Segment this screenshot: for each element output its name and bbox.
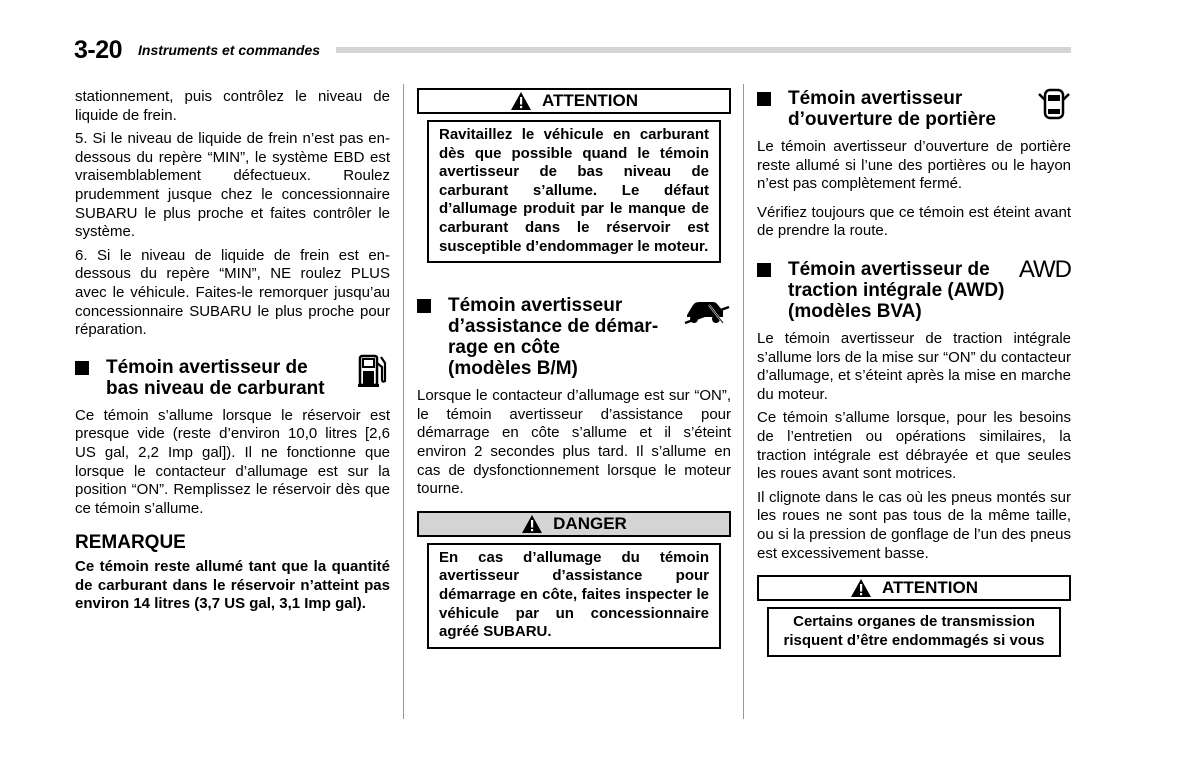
danger-label: DANGER xyxy=(553,513,627,533)
header-rule xyxy=(336,47,1071,53)
column-2 xyxy=(417,88,731,649)
heading-line: Témoin avertisseur de xyxy=(106,356,308,378)
warning-triangle-icon xyxy=(850,578,872,598)
hill-start-assist-icon xyxy=(683,293,731,327)
heading-line: Témoin avertisseur xyxy=(448,295,623,317)
remarque-title: REMARQUE xyxy=(75,532,186,554)
page-number: 3-20 xyxy=(74,36,123,64)
heading-line: d’ouverture de portière xyxy=(788,109,996,130)
heading-bullet xyxy=(417,299,431,313)
door-open-icon xyxy=(1037,84,1071,122)
warning-triangle-icon xyxy=(521,514,543,534)
attention-text: Ravitaillez le véhicule en carburant dès que possible quand le témoin avertisseur de bas niveau de carburant s’allume. Le défaut d’allumage produit par le manque de carburant dans le réservoir est susceptible d’endommager le moteur. xyxy=(427,120,721,263)
paragraph-intro: stationnement, puis contrôlez le niveau de liquide de frein. xyxy=(75,88,390,124)
column-1 xyxy=(75,88,390,614)
door-open-heading xyxy=(757,88,1071,130)
heading-bullet xyxy=(75,361,89,375)
paragraph-step-5: 5. Si le niveau de liquide de frein n’est pas en-dessous du repère “MIN”, le système EBD est vraisemblablement défectueux. Roulez prudemment jusque chez le concessionnaire SUBARU le plus proche et faites contrôler le système. xyxy=(75,130,390,241)
attention-label: ATTENTION xyxy=(881,578,978,598)
heading-bullet xyxy=(757,263,771,277)
column-divider xyxy=(743,84,744,719)
awd-text-2: Ce témoin s’allume lorsque, pour les besoins de l’entretien ou opérations similaires, la traction intégrale est débrayée et que seules les roues avant sont motrices. xyxy=(757,409,1071,483)
hill-start-heading xyxy=(417,295,731,379)
awd-text-1: Le témoin avertisseur de traction intégrale s’allume lors de la mise sur “ON” du contacteur d’allumage, et s’éteint après la mise en marche du moteur. xyxy=(757,329,1071,403)
heading-line: traction intégrale (AWD) xyxy=(788,279,1005,301)
danger-header xyxy=(417,511,731,537)
heading-line: d’assistance de démar- xyxy=(448,316,659,338)
heading-bullet xyxy=(757,92,771,106)
door-open-text-1: Le témoin avertisseur d’ouverture de portière reste allumé si l’une des portières ou le hayon n’est pas complètement fermé. xyxy=(757,138,1071,193)
fuel-warning-heading xyxy=(75,357,390,399)
heading-line: (modèles B/M) xyxy=(448,358,578,380)
section-title: Instruments et commandes xyxy=(138,42,321,58)
danger-text: En cas d’allumage du témoin avertisseur d’assistance pour démarrage en côte, faites inspecter le véhicule par un concessionnaire agréé SUBARU. xyxy=(427,543,721,649)
column-divider xyxy=(403,84,404,719)
attention-label: ATTENTION xyxy=(541,91,638,110)
remarque-text: Ce témoin reste allumé tant que la quantité de carburant dans le réservoir n’atteint pas environ 14 litres (3,7 US gal, 3,1 Imp gal). xyxy=(75,558,390,613)
fuel-pump-icon xyxy=(356,351,390,389)
fuel-warning-text: Ce témoin s’allume lorsque le réservoir est presque vide (reste d’environ 10,0 litres [2,6 US gal, 2,2 Imp gal]). Il ne fonctionne que lorsque le contacteur d’allumage est sur la position “ON”. Remplissez le réservoir dès que ce témoin s’allume. xyxy=(75,406,390,517)
awd-text-3: Il clignote dans le cas où les pneus montés sur les roues ne sont pas tous de la même taille, ou si la pression de gonflage de l’un des pneus est excessivement basse. xyxy=(757,488,1071,562)
heading-line: rage en côte xyxy=(448,337,560,359)
heading-line: Témoin avertisseur xyxy=(788,88,963,109)
heading-line: bas niveau de carburant xyxy=(106,377,325,399)
warning-triangle-icon xyxy=(510,91,532,111)
heading-line: (modèles BVA) xyxy=(788,300,922,322)
hill-start-text: Lorsque le contacteur d’allumage est sur “ON”, le témoin avertisseur d’assistance pour démarrage en côte s’allume et il s’éteint environ 2 secondes plus tard. Il s’allume en cas de dysfonctionnement lorsque le moteur tourne. xyxy=(417,387,731,498)
door-open-text-2: Vérifiez toujours que ce témoin est éteint avant de prendre la route. xyxy=(757,203,1071,240)
page-header xyxy=(74,36,1071,62)
attention-header xyxy=(417,88,731,114)
attention-text: Certains organes de transmission risquent d’être endommagés si vous xyxy=(767,607,1061,657)
paragraph-step-6: 6. Si le niveau de liquide de frein est en-dessous du repère “MIN”, NE roulez PLUS avec le véhicule. Faites-le remorquer jusqu’au concessionnaire SUBARU le plus proche pour réparation. xyxy=(75,246,390,339)
awd-heading xyxy=(757,255,1071,322)
attention-header xyxy=(757,575,1071,601)
column-3 xyxy=(757,88,1071,657)
awd-symbol: AWD xyxy=(1018,255,1071,283)
heading-line: Témoin avertisseur de xyxy=(788,258,990,280)
